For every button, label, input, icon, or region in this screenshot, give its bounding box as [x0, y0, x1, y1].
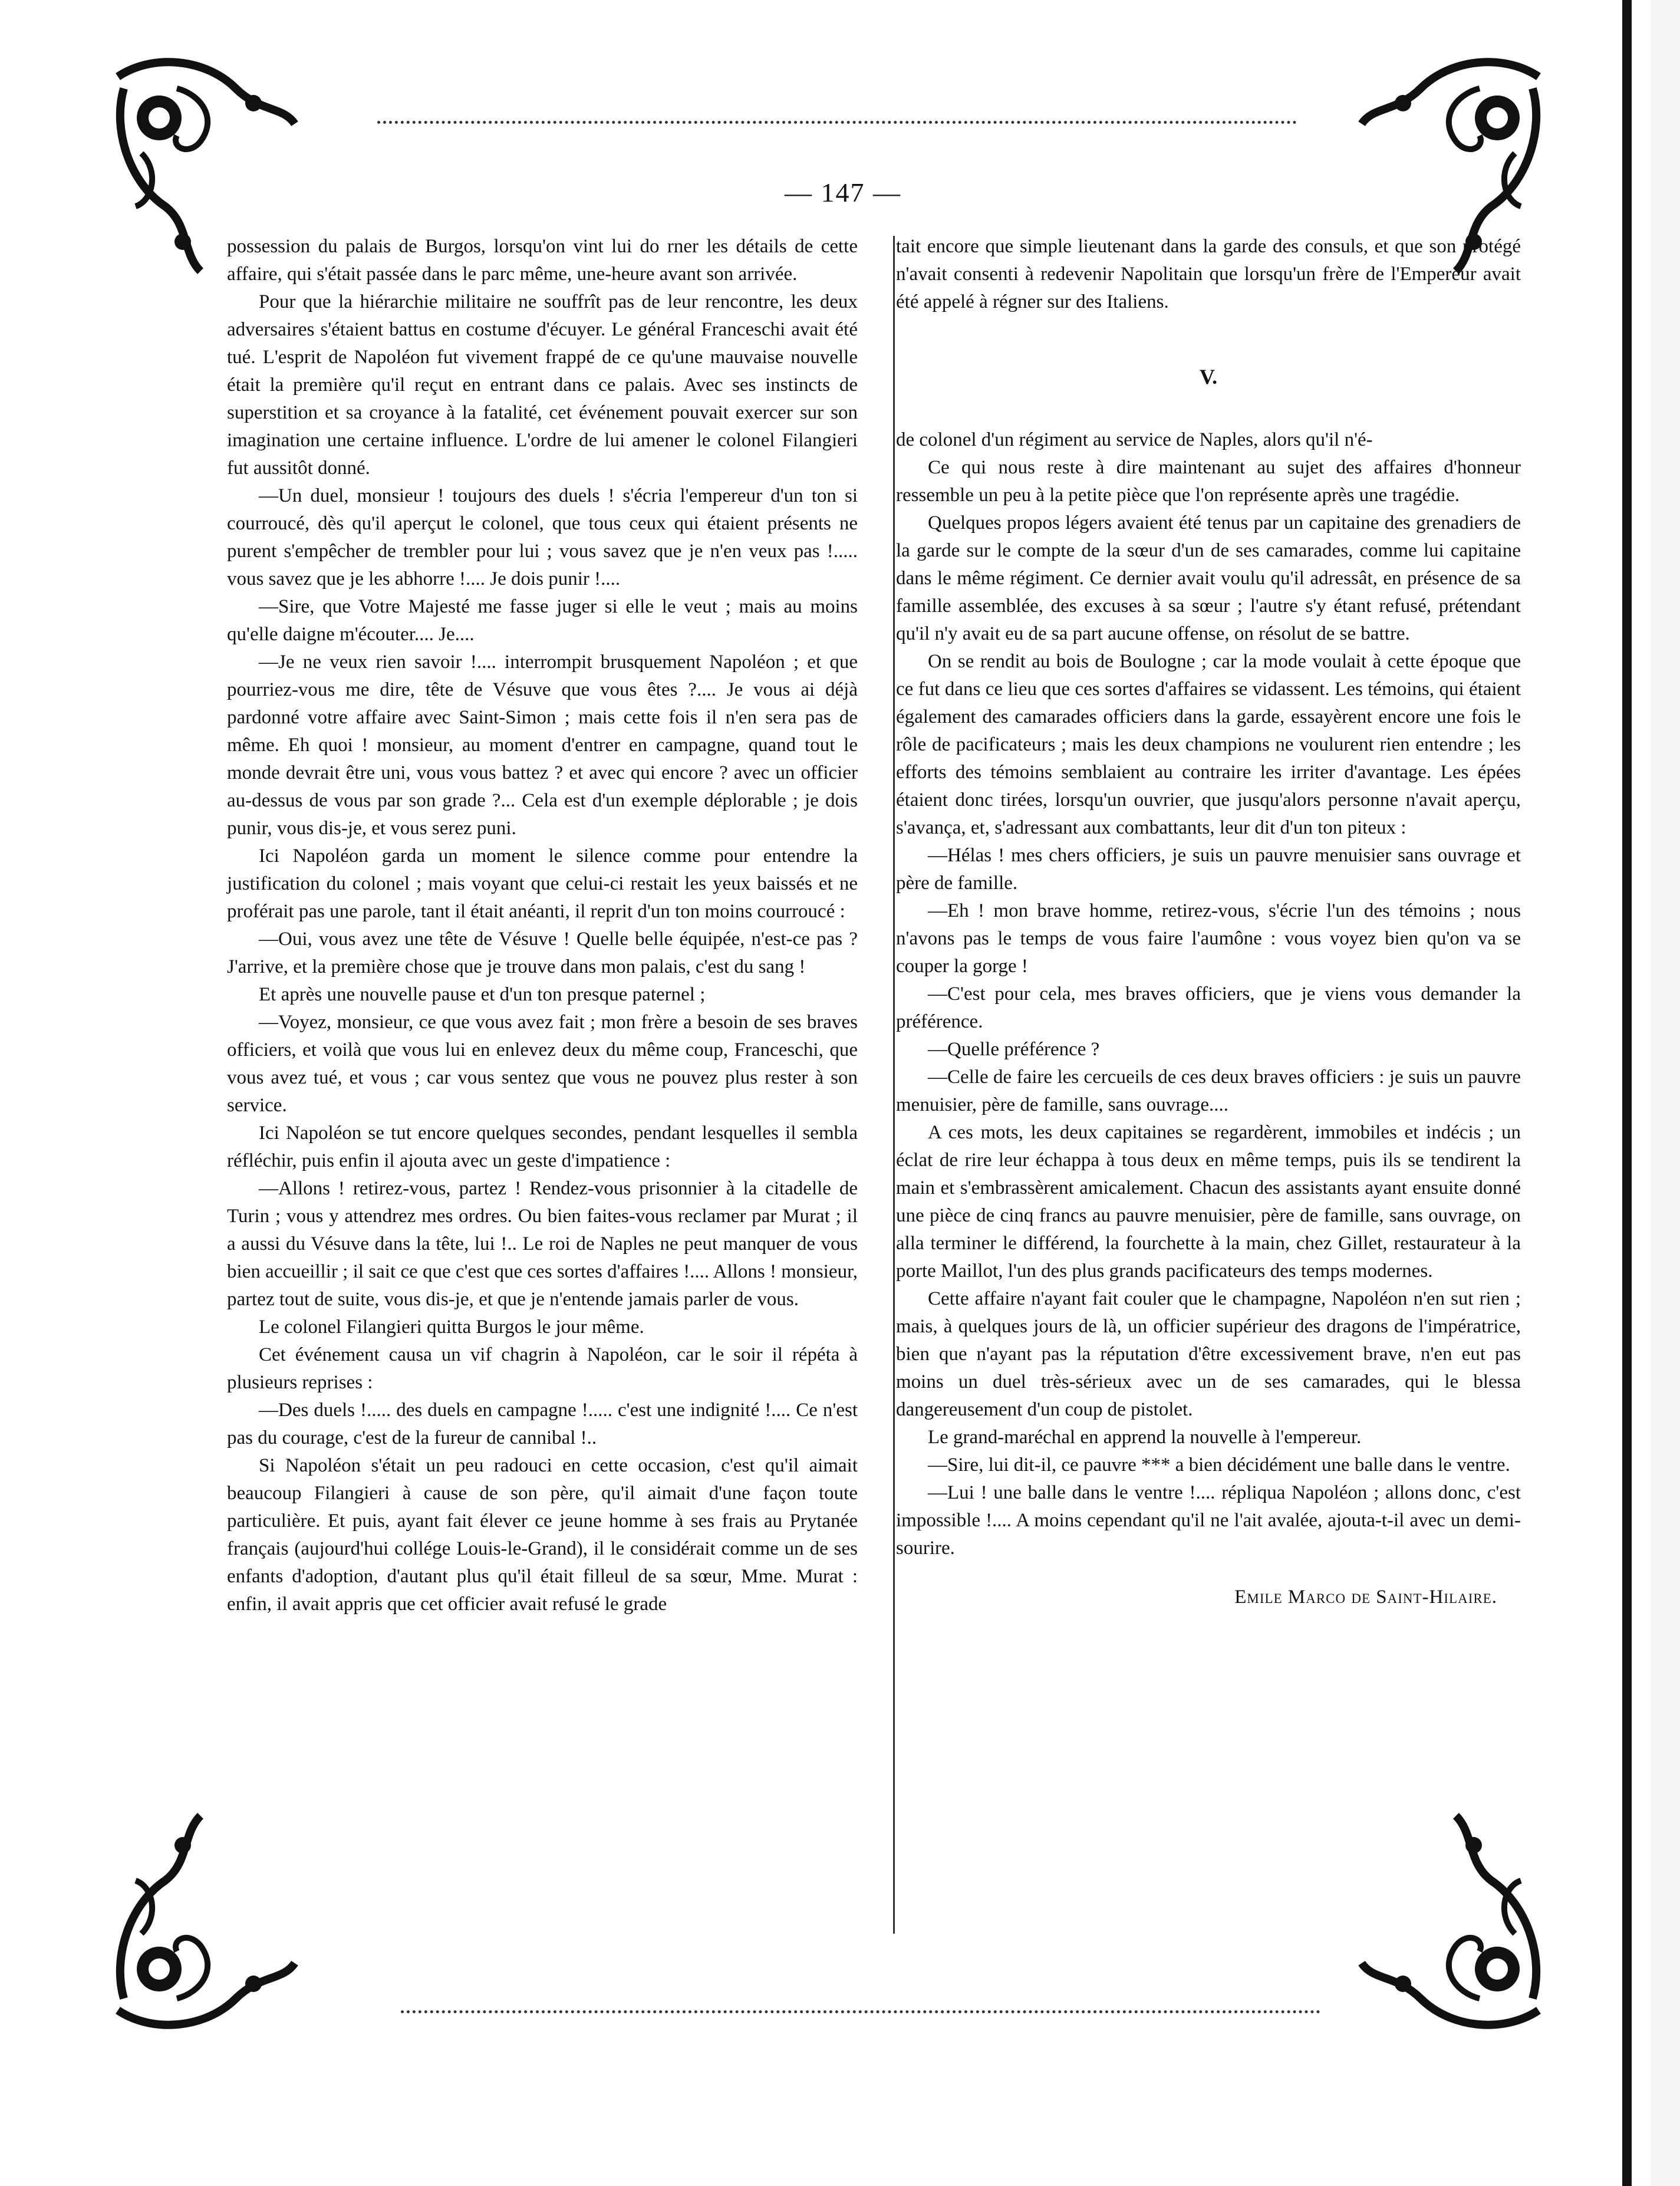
paragraph: —Allons ! retirez-vous, partez ! Rendez-vous prisonnier à la citadelle de Turin ; vous y attendrez mes ordres. Ou bien faites-vous reclamer par Murat ; il a aussi du Vésuve dans la tête, lui !.. Le roi de Naples ne peut manquer de vous bien accueillir ; il sait ce que c'est que ces sortes d'affaires !.... Allons ! monsieur, partez tout de suite, vous dis-je, et que je n'entende jamais parler de vous.	[227, 1178, 858, 1310]
author-signature: Emile Marco de Saint-Hilaire.	[1234, 1586, 1497, 1608]
paragraph: Le colonel Filangieri quitta Burgos le jour même.	[259, 1316, 644, 1338]
page-number: — 147 —	[785, 177, 901, 208]
top-border	[377, 121, 1297, 124]
paragraph: Si Napoléon s'était un peu radouci en cette occasion, c'est qu'il aimait beaucoup Filangieri à cause de son père, qu'il aimait d'une façon toute particulière. Et puis, ayant fait élever ce jeune homme à ses frais au Prytanée français (aujourd'hui collége Louis-le-Grand), il le considérait comme un de ses enfants d'adoption, d'autant plus qu'il était filleul de sa sœur, Mme. Murat : enfin, il avait appris que cet officier avait refusé le grade	[227, 1455, 858, 1615]
paragraph: —Celle de faire les cercueils de ces deux braves officiers : je suis un pauvre menuisier, père de famille, sans ouvrage....	[896, 1066, 1521, 1115]
paragraph: —Quelle préférence ?	[928, 1039, 1100, 1060]
paragraph-continuation: tait encore que simple lieutenant dans la garde des consuls, et que son protégé n'avait consenti à redevenir Napolitain que lorsqu'un frère de l'Empereur avait été appelé à régner sur des Italiens.	[896, 236, 1521, 312]
paragraph: —Sire, lui dit-il, ce pauvre *** a bien décidément une balle dans le ventre.	[928, 1454, 1510, 1476]
paragraph: —Un duel, monsieur ! toujours des duels ! s'écria l'empereur d'un ton si courroucé, dès qu'il aperçut le colonel, que tous ceux qui étaient présents ne purent s'empêcher de trembler pour lui ; vous savez que je n'en veux pas !..... vous savez que je les abhorre !.... Je dois punir !....	[227, 485, 858, 590]
paragraph: Cet événement causa un vif chagrin à Napoléon, car le soir il répéta à plusieurs reprises :	[227, 1344, 858, 1393]
paragraph: A ces mots, les deux capitaines se regardèrent, immobiles et indécis ; un éclat de rire leur échappa à tous deux en même temps, puis ils se tendirent la main et s'embrassèrent amicalement. Chacun des assistants ayant ensuite donné une pièce de cinq francs au pauvre menuisier, père de famille, sans ouvrage, on alla terminer le différend, la fourchette à la main, chez Gillet, restaurateur à la porte Maillot, l'un des plus grands pacificateurs des temps modernes.	[896, 1122, 1521, 1282]
paragraph: —Voyez, monsieur, ce que vous avez fait ; mon frère a besoin de ses braves officiers, et voilà que vous lui en enlevez deux du même coup, Franceschi, que vous avez tué, et vous ; car vous sentez que vous ne pouvez plus rester à son service.	[227, 1012, 858, 1116]
paragraph: —Hélas ! mes chers officiers, je suis un pauvre menuisier sans ouvrage et père de famille.	[896, 845, 1521, 894]
paragraph: Et après une nouvelle pause et d'un ton presque paternel ;	[259, 984, 706, 1005]
page-edge	[1622, 0, 1632, 2186]
paragraph: Ici Napoléon se tut encore quelques secondes, pendant lesquelles il sembla réfléchir, puis enfin il ajouta avec un geste d'impatience :	[227, 1122, 858, 1171]
left-column	[227, 233, 858, 1618]
corner-ornament-bottom-left	[106, 1810, 301, 2034]
paragraph: —Oui, vous avez une tête de Vésuve ! Quelle belle équipée, n'est-ce pas ? J'arrive, et la première chose que je trouve dans mon palais, c'est du sang !	[227, 929, 858, 977]
section-title: V.	[1199, 365, 1218, 389]
paragraph-fragment: de colonel d'un régiment au service de Naples, alors qu'il n'é-	[896, 429, 1373, 450]
bottom-border	[401, 2010, 1320, 2013]
paragraph: —Des duels !..... des duels en campagne !..... c'est une indignité !.... Ce n'est pas du courage, c'est de la fureur de cannibal !..	[227, 1400, 858, 1448]
adjacent-page-strip	[1651, 0, 1680, 2186]
corner-ornament-bottom-right	[1356, 1810, 1550, 2034]
paragraph: —Je ne veux rien savoir !.... interrompit brusquement Napoléon ; et que pourriez-vous me dire, tête de Vésuve que vous êtes ?.... Je vous ai déjà pardonné votre affaire avec Saint-Simon ; mais cette fois il n'en sera pas de même. Eh quoi ! monsieur, au moment d'entrer en campagne, quand tout le monde devrait être uni, vous vous battez ? et avec qui encore ? avec un officier au-dessus de vous par son grade ?... Cela est d'un exemple déplorable ; je dois punir, vous dis-je, et vous serez puni.	[227, 651, 858, 839]
paragraph: Le grand-maréchal en apprend la nouvelle à l'empereur.	[928, 1427, 1362, 1448]
paragraph: Quelques propos légers avaient été tenus par un capitaine des grenadiers de la garde sur le compte de la sœur d'un de ses camarades, comme lui capitaine dans le même régiment. Ce dernier avait voulu qu'il adressât, en présence de sa famille assemblée, des excuses à sa sœur ; l'autre s'y étant refusé, prétendant qu'il n'y avait eu de sa part aucune offense, on résolut de se battre.	[896, 512, 1521, 644]
paragraph: Ici Napoléon garda un moment le silence comme pour entendre la justification du colonel ; mais voyant que celui-ci restait les yeux baissés et ne proférait pas une parole, tant il était anéanti, il reprit d'un ton moins courroucé :	[227, 845, 858, 922]
paragraph: Pour que la hiérarchie militaire ne souffrît pas de leur rencontre, les deux adversaires s'étaient battus en costume d'écuyer. Le général Franceschi avait été tué. L'esprit de Napoléon fut vivement frappé de ce qu'une mauvaise nouvelle était la première qu'il reçut en entrant dans ce palais. Avec ses instincts de superstition et sa croyance à la fatalité, cet événement pouvait exercer sur son imagination une certaine influence. L'ordre de lui amener le colonel Filangieri fut aussitôt donné.	[227, 291, 858, 479]
paragraph: possession du palais de Burgos, lorsqu'on vint lui do rner les détails de cette affaire, qui s'était passée dans le parc même, une-heure avant son arrivée.	[227, 236, 858, 285]
paragraph: —Lui ! une balle dans le ventre !.... répliqua Napoléon ; allons donc, c'est impossible !.... A moins cependant qu'il ne l'ait avalée, ajouta-t-il avec un demi-sourire.	[896, 1482, 1521, 1559]
paragraph: On se rendit au bois de Boulogne ; car la mode voulait à cette époque que ce fut dans ce lieu que ces sortes d'affaires se vidassent. Les témoins, qui étaient également des camarades officiers dans la garde, essayèrent encore une fois le rôle de pacificateurs ; mais les deux champions ne voulurent rien entendre ; les efforts des témoins semblaient au contraire les irriter d'avantage. Les épées étaient donc tirées, lorsqu'un ouvrier, que jusqu'alors personne n'avait aperçu, s'avança, et, s'adressant aux combattants, leur dit d'un ton piteux :	[896, 651, 1521, 838]
right-column	[896, 233, 1521, 1611]
paragraph: Cette affaire n'ayant fait couler que le champagne, Napoléon n'en sut rien ; mais, à quelques jours de là, un officier supérieur des dragons de l'impératrice, bien que n'ayant pas la réputation d'être excessivement brave, n'en eut pas moins un duel très-sérieux avec un de ses camarades, qui le blessa dangereusement d'un coup de pistolet.	[896, 1288, 1521, 1420]
paragraph: —Sire, que Votre Majesté me fasse juger si elle le veut ; mais au moins qu'elle daigne m'écouter.... Je....	[227, 596, 858, 645]
paragraph: Ce qui nous reste à dire maintenant au sujet des affaires d'honneur ressemble un peu à la petite pièce que l'on représente après une tragédie.	[896, 457, 1521, 506]
paragraph: —Eh ! mon brave homme, retirez-vous, s'écrie l'un des témoins ; nous n'avons pas le temps de vous faire l'aumône : vous voyez bien qu'on va se couper la gorge !	[896, 900, 1521, 977]
column-divider	[893, 236, 895, 1934]
paragraph: —C'est pour cela, mes braves officiers, que je viens vous demander la préférence.	[896, 983, 1521, 1032]
